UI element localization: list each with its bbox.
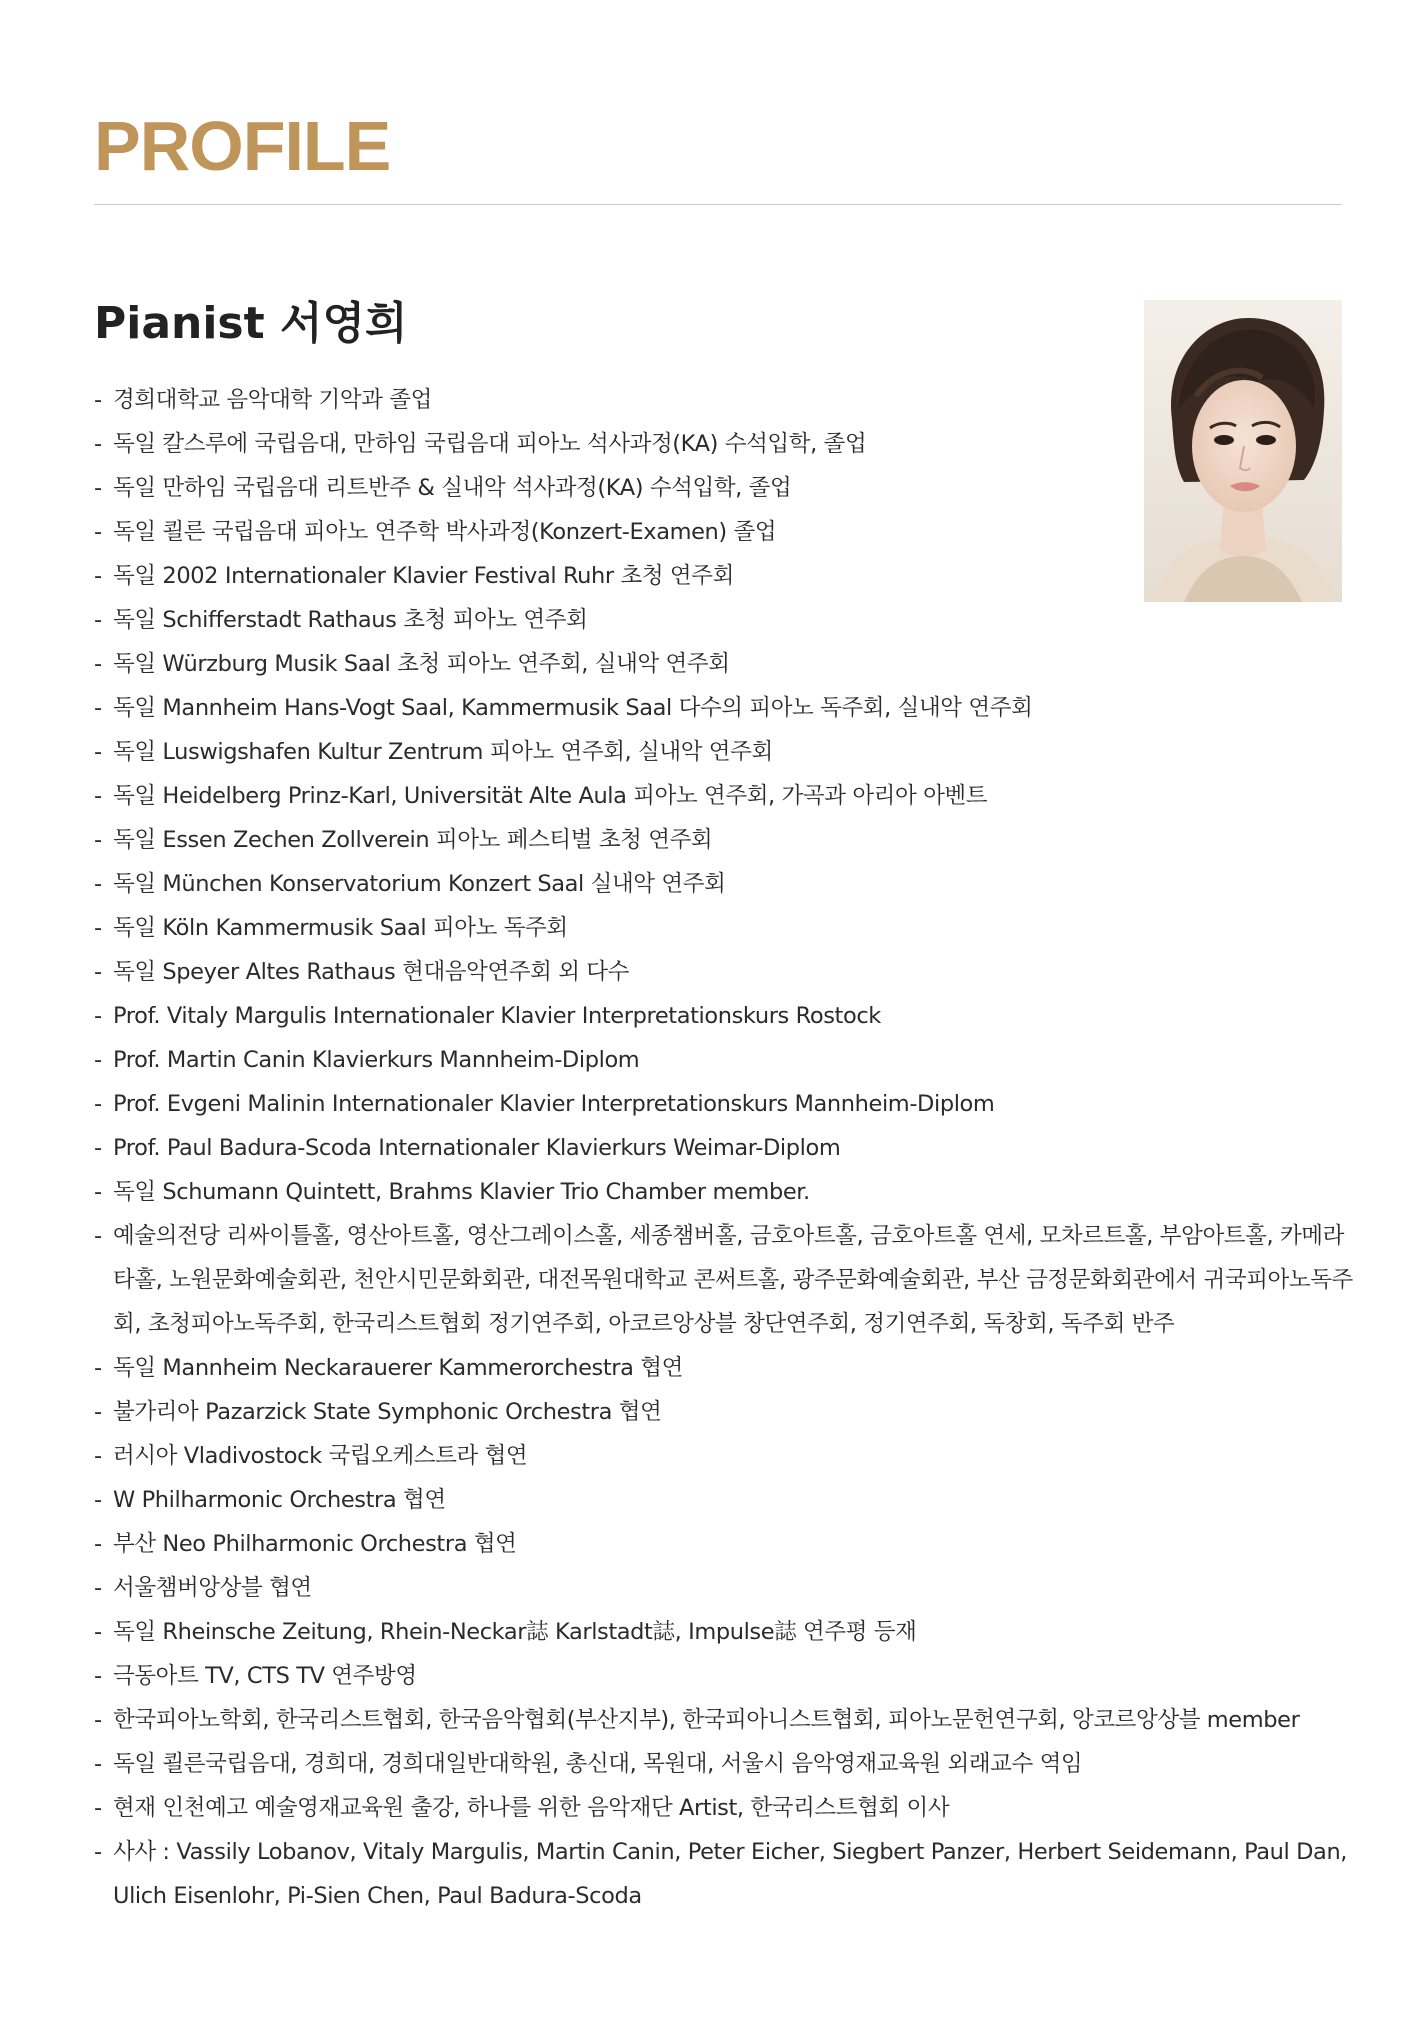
- list-item: - 러시아 Vladivostock 국립오케스트라 협연: [94, 1443, 528, 1469]
- list-item: - 독일 Essen Zechen Zollverein 피아노 페스티벌 초청 연주회: [94, 827, 713, 853]
- artist-name-heading: Pianist 서영희: [94, 298, 408, 349]
- profile-bio-list: [94, 378, 1356, 1918]
- list-item: - 독일 Schumann Quintett, Brahms Klavier Trio Chamber member.: [94, 1179, 810, 1205]
- list-item: - 한국피아노학회, 한국리스트협회, 한국음악협회(부산지부), 한국피아니스트협회, 피아노문헌연구회, 앙코르앙상블 member: [94, 1707, 1300, 1733]
- list-item: - Prof. Paul Badura-Scoda Internationaler Klavierkurs Weimar-Diplom: [94, 1135, 841, 1161]
- list-item: - 독일 München Konservatorium Konzert Saal 실내악 연주회: [94, 871, 726, 897]
- list-item: - 독일 Mannheim Neckarauerer Kammerorchestra 협연: [94, 1355, 683, 1381]
- list-item: - 독일 Schifferstadt Rathaus 초청 피아노 연주회: [94, 607, 588, 633]
- list-item: - Prof. Vitaly Margulis Internationaler Klavier Interpretationskurs Rostock: [94, 1003, 881, 1029]
- list-item: - 서울챔버앙상블 협연: [94, 1575, 312, 1601]
- list-item: - 독일 쾰른 국립음대 피아노 연주학 박사과정(Konzert-Examen) 졸업: [94, 519, 777, 545]
- list-item: - 독일 Speyer Altes Rathaus 현대음악연주회 외 다수: [94, 959, 629, 985]
- list-item: - 독일 Köln Kammermusik Saal 피아노 독주회: [94, 915, 568, 941]
- list-item: - 불가리아 Pazarzick State Symphonic Orchestra 협연: [94, 1399, 662, 1425]
- header-divider: [94, 204, 1342, 205]
- list-item: - W Philharmonic Orchestra 협연: [94, 1487, 446, 1513]
- list-item: - 예술의전당 리싸이틀홀, 영산아트홀, 영산그레이스홀, 세종챔버홀, 금호아트홀, 금호아트홀 연세, 모차르트홀, 부암아트홀, 카메라타홀, 노원문화예술회관, 천안시민문화회관, 대전목원대학교 콘써트홀, 광주문화예술회관, 부산 금정문화회관에서 귀국피아노독주회, 초청피아노독주회, 한국리스트협회 정기연주회, 아코르앙상블 창단연주회, 정기연주회, 독창회, 독주회 반주: [94, 1223, 1353, 1337]
- list-item: - 사사 : Vassily Lobanov, Vitaly Margulis, Martin Canin, Peter Eicher, Siegbert Panzer, Herbert Seidemann, Paul Dan, Ulich Eisenlohr, Pi-Sien Chen, Paul Badura-Scoda: [94, 1839, 1348, 1909]
- list-item: - 독일 만하임 국립음대 리트반주 & 실내악 석사과정(KA) 수석입학, 졸업: [94, 475, 792, 501]
- list-item: - Prof. Evgeni Malinin Internationaler Klavier Interpretationskurs Mannheim-Diplom: [94, 1091, 995, 1117]
- list-item: - 독일 Würzburg Musik Saal 초청 피아노 연주회, 실내악 연주회: [94, 651, 730, 677]
- list-item: - 극동아트 TV, CTS TV 연주방영: [94, 1663, 417, 1689]
- list-item: - Prof. Martin Canin Klavierkurs Mannheim-Diplom: [94, 1047, 640, 1073]
- list-item: - 독일 쾰른국립음대, 경희대, 경희대일반대학원, 총신대, 목원대, 서울시 음악영재교육원 외래교수 역임: [94, 1751, 1083, 1777]
- list-item: - 독일 2002 Internationaler Klavier Festival Ruhr 초청 연주회: [94, 563, 734, 589]
- list-item: - 현재 인천예고 예술영재교육원 출강, 하나를 위한 음악재단 Artist, 한국리스트협회 이사: [94, 1795, 950, 1821]
- list-item: - 독일 칼스루에 국립음대, 만하임 국립음대 피아노 석사과정(KA) 수석입학, 졸업: [94, 431, 867, 457]
- list-item: - 독일 Mannheim Hans-Vogt Saal, Kammermusik Saal 다수의 피아노 독주회, 실내악 연주회: [94, 695, 1033, 721]
- list-item: - 독일 Heidelberg Prinz-Karl, Universität Alte Aula 피아노 연주회, 가곡과 아리아 아벤트: [94, 783, 988, 809]
- list-item: - 독일 Rheinsche Zeitung, Rhein-Neckar誌 Karlstadt誌, Impulse誌 연주평 등재: [94, 1619, 917, 1645]
- list-item: - 경희대학교 음악대학 기악과 졸업: [94, 387, 432, 413]
- page-title: PROFILE: [94, 107, 391, 185]
- list-item: - 독일 Luswigshafen Kultur Zentrum 피아노 연주회, 실내악 연주회: [94, 739, 773, 765]
- list-item: - 부산 Neo Philharmonic Orchestra 협연: [94, 1531, 517, 1557]
